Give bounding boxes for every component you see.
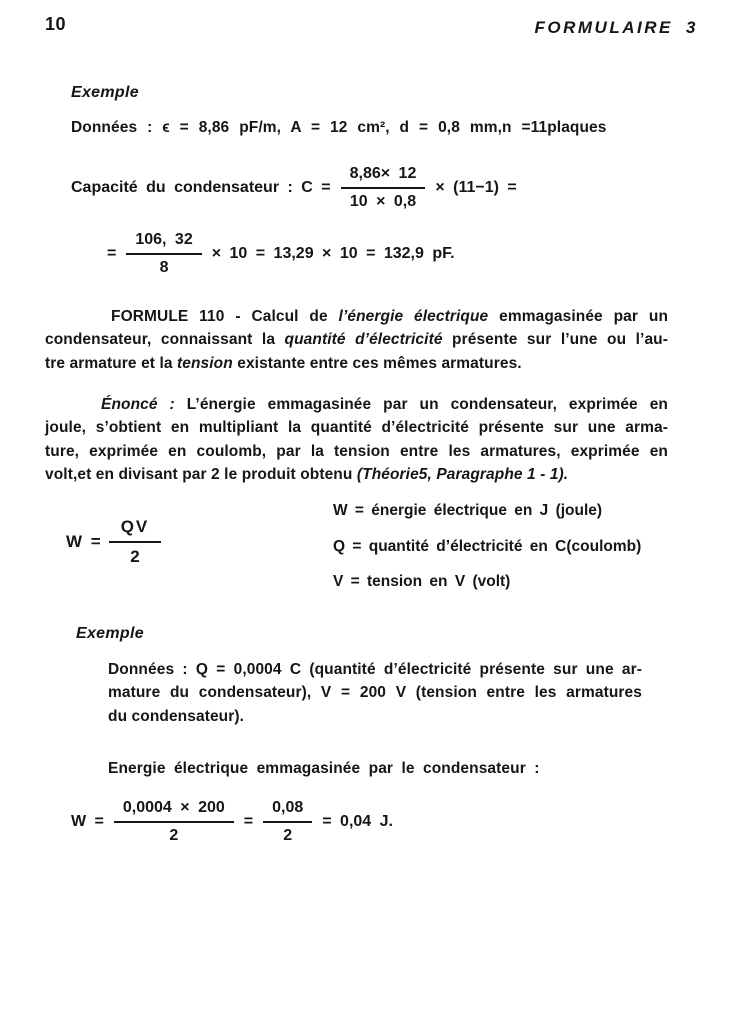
fraction bbox=[109, 517, 162, 567]
fraction-denominator: 10 × 0,8 bbox=[349, 193, 417, 210]
fraction-numerator: 0,08 bbox=[263, 799, 312, 823]
paragraph-line: ture, exprimée en coulomb, par la tension entre les armatures, exprimée en bbox=[45, 442, 668, 460]
fraction bbox=[126, 231, 201, 277]
energy-result-value: = 0,04 J. bbox=[322, 813, 393, 830]
definition-q: Q = quantité d’électricité en C(coulomb) bbox=[333, 537, 642, 555]
energy-formula-lhs: W = bbox=[66, 532, 101, 551]
capacitance-formula bbox=[71, 165, 517, 211]
capacitance-formula-label: Capacité du condensateur : C = bbox=[71, 179, 331, 196]
example1-given-data: Données : ϵ = 8,86 pF/m, A = 12 cm², d = 0,8 mm,n =11plaques bbox=[71, 119, 607, 136]
example2-given-data bbox=[108, 658, 642, 728]
paragraph-line: joule, s’obtient en multipliant la quantité d’électricité présente sur une arma- bbox=[45, 419, 668, 437]
capacitance-formula-tail: × (11−1) = bbox=[435, 179, 517, 196]
fraction bbox=[341, 165, 426, 211]
fraction-numerator: 0,0004 × 200 bbox=[114, 799, 234, 823]
paragraph-line: du condensateur). bbox=[108, 707, 245, 725]
energy-result-label: Energie électrique emmagasinée par le condensateur : bbox=[108, 760, 540, 777]
example1-heading: Exemple bbox=[71, 84, 139, 101]
symbol-definitions bbox=[333, 502, 641, 609]
energy-formula bbox=[66, 517, 161, 567]
fraction-numerator: QV bbox=[109, 517, 162, 543]
running-title: FORMULAIRE 3 bbox=[534, 18, 698, 37]
fraction-denominator: 2 bbox=[283, 827, 293, 844]
paragraph-line: volt,et en divisant par 2 le produit obtenu (Théorie5, Paragraphe 1 - 1). bbox=[45, 466, 569, 484]
energy-result-formula bbox=[71, 799, 393, 845]
fraction-denominator: 2 bbox=[130, 547, 140, 566]
definition-v: V = tension en V (volt) bbox=[333, 573, 511, 590]
paragraph-line: FORMULE 110 - Calcul de l’énergie électrique emmagasinée par un bbox=[111, 308, 669, 325]
fraction-numerator: 8,86× 12 bbox=[341, 165, 426, 189]
capacitance-result bbox=[107, 231, 455, 277]
page-number: 10 bbox=[45, 14, 67, 34]
paragraph-line: mature du condensateur), V = 200 V (tension entre les armatures bbox=[108, 684, 642, 702]
fraction-numerator: 106, 32 bbox=[126, 231, 201, 255]
definition-w: W = énergie électrique en J (joule) bbox=[333, 502, 603, 519]
paragraph-line: Énoncé : L’énergie emmagasinée par un condensateur, exprimée en bbox=[101, 396, 668, 413]
enonce-paragraph bbox=[45, 393, 668, 487]
fraction bbox=[114, 799, 234, 845]
example2-heading: Exemple bbox=[76, 625, 144, 642]
equals-sign: = bbox=[107, 245, 117, 262]
fraction-denominator: 8 bbox=[159, 259, 169, 276]
energy-result-lhs: W = bbox=[71, 813, 104, 830]
paragraph-line: condensateur, connaissant la quantité d’électricité présente sur l’une ou l’au- bbox=[45, 331, 668, 349]
paragraph-line: tre armature et la tension existante entre ces mêmes armatures. bbox=[45, 354, 522, 372]
equals-sign: = bbox=[243, 813, 254, 830]
capacitance-result-tail: × 10 = 13,29 × 10 = 132,9 pF. bbox=[211, 245, 455, 262]
fraction bbox=[263, 799, 312, 845]
formule-110-paragraph bbox=[45, 305, 668, 375]
fraction-denominator: 2 bbox=[169, 827, 179, 844]
paragraph-line: Données : Q = 0,0004 C (quantité d’électricité présente sur une ar- bbox=[108, 661, 642, 678]
